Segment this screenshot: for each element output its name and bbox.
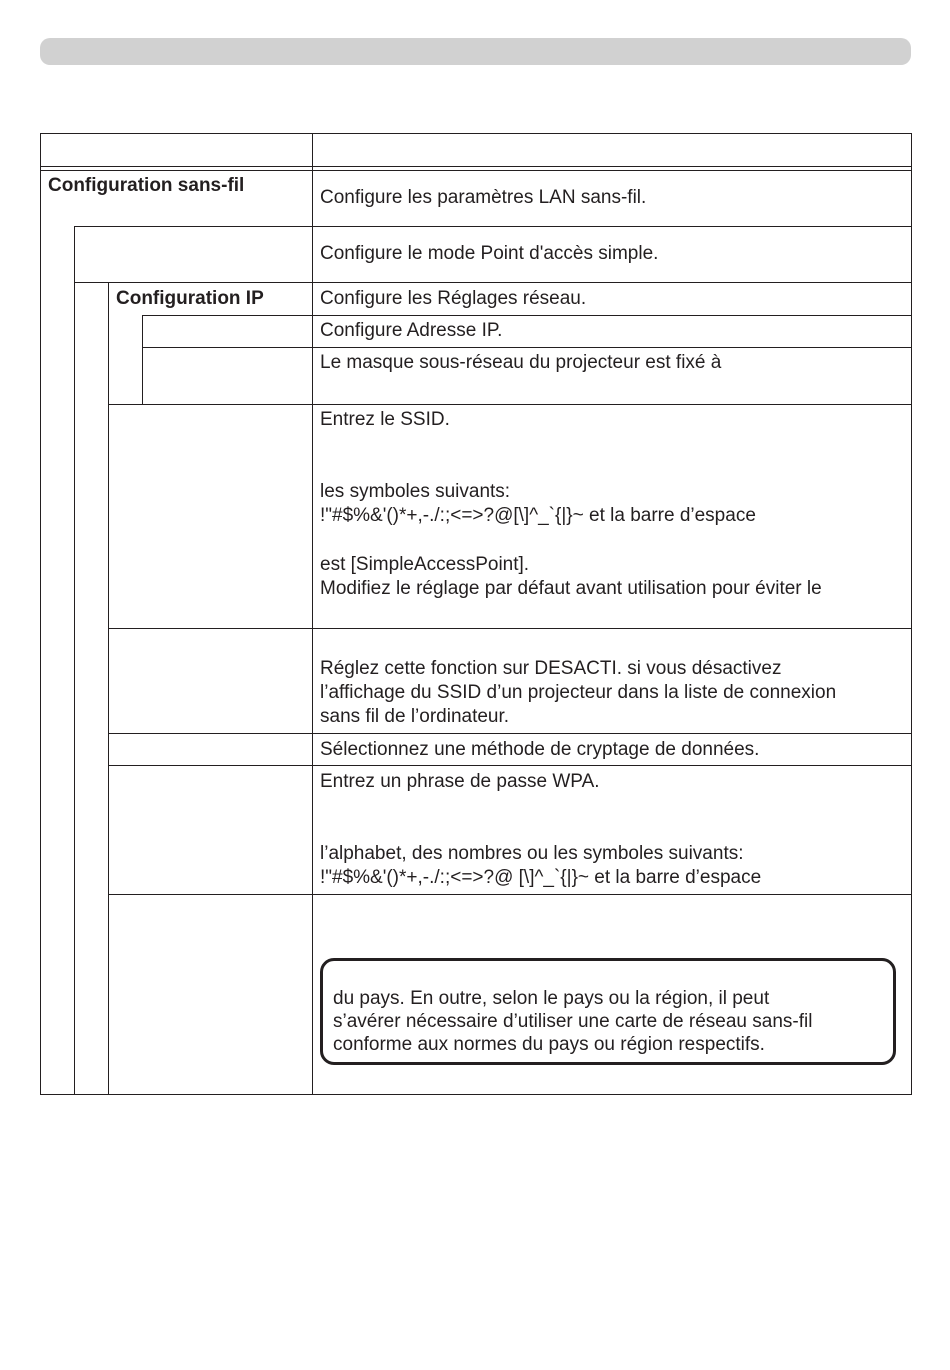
page-header-bar xyxy=(40,38,911,65)
indent-line-1 xyxy=(74,226,75,1094)
header-divider xyxy=(40,166,912,167)
note-line-2: s’avérer nécessaire d’utiliser une carte de réseau sans-fil xyxy=(333,1011,813,1032)
passphrase-symbols: !"#$%&'()*+,-./:;<=>?@ [\]^_`{|}~ et la barre d’espace xyxy=(320,867,762,888)
row-divider xyxy=(108,628,912,629)
row-desc-ip-config: Configure les Réglages réseau. xyxy=(320,288,587,309)
ssid-line-1: Entrez le SSID. xyxy=(320,409,450,430)
row-divider xyxy=(312,226,912,227)
ssid-broadcast-line-1: Réglez cette fonction sur DESACTI. si vous désactivez xyxy=(320,658,782,679)
row-divider xyxy=(74,226,312,227)
ssid-symbols: !"#$%&'()*+,-./:;<=>?@[\]^_`{|}~ et la barre d’espace xyxy=(320,505,756,526)
table-top-border xyxy=(40,133,912,134)
table-right-border xyxy=(911,133,912,1095)
ssid-line-4: est [SimpleAccessPoint]. xyxy=(320,554,530,575)
row-divider xyxy=(142,315,912,316)
table-left-border xyxy=(40,133,41,1095)
note-line-1: du pays. En outre, selon le pays ou la région, il peut xyxy=(333,988,770,1009)
ssid-broadcast-line-2: l’affichage du SSID d’un projecteur dans la liste de connexion xyxy=(320,682,837,703)
row-desc-wireless-setup: Configure les paramètres LAN sans-fil. xyxy=(320,187,647,208)
ssid-broadcast-line-3: sans fil de l’ordinateur. xyxy=(320,706,510,727)
table-bottom-border xyxy=(40,1094,912,1095)
passphrase-line-1: Entrez un phrase de passe WPA. xyxy=(320,771,600,792)
row-desc-simple-access-point: Configure le mode Point d'accès simple. xyxy=(320,243,659,264)
row-divider xyxy=(142,347,912,348)
row-label-ip-config: Configuration IP xyxy=(116,288,264,309)
row-desc-encryption: Sélectionnez une méthode de cryptage de données. xyxy=(320,739,760,760)
passphrase-line-2: l’alphabet, des nombres ou les symboles suivants: xyxy=(320,843,744,864)
ssid-line-5: Modifiez le réglage par défaut avant utilisation pour éviter le xyxy=(320,578,822,599)
note-line-3: conforme aux normes du pays ou région respectifs. xyxy=(333,1034,765,1055)
indent-line-3 xyxy=(142,315,143,404)
row-label-wireless-setup: Configuration sans-fil xyxy=(48,175,245,196)
row-desc-ip-address: Configure Adresse IP. xyxy=(320,320,503,341)
row-divider xyxy=(108,404,912,405)
row-divider xyxy=(108,894,912,895)
column-divider xyxy=(312,133,313,1095)
header-divider-double xyxy=(40,170,912,171)
row-divider xyxy=(74,282,912,283)
row-divider xyxy=(108,765,912,766)
row-desc-subnet-mask: Le masque sous-réseau du projecteur est fixé à xyxy=(320,352,722,373)
row-divider xyxy=(108,733,912,734)
ssid-line-2: les symboles suivants: xyxy=(320,481,511,502)
